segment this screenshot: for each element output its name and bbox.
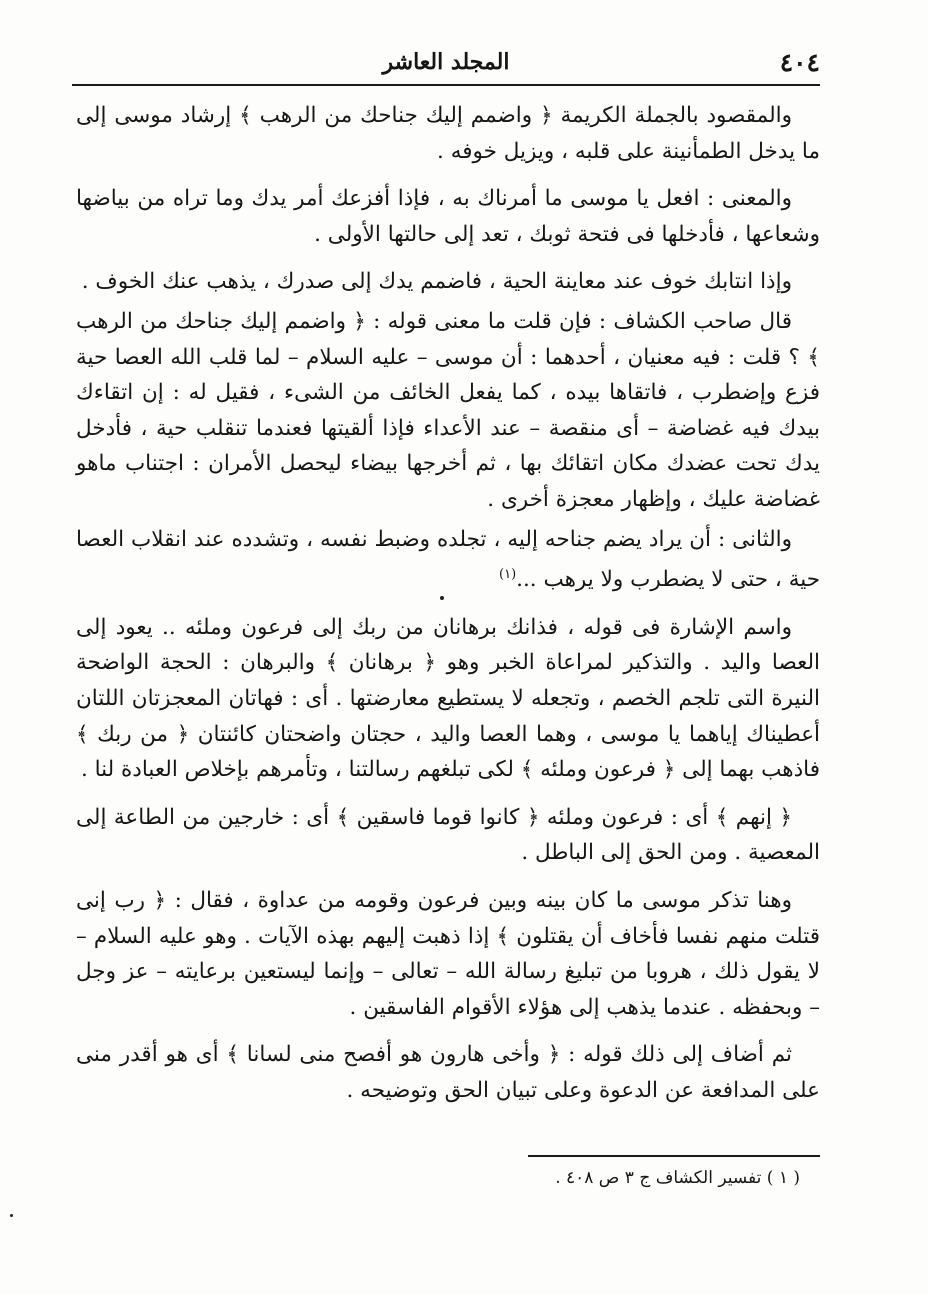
body-text <box>76 98 820 1121</box>
page-header <box>72 40 820 86</box>
paragraph-8: وهنا تذكر موسى ما كان بينه وبين فرعون وقومه من عداوة ، فقال : ﴿ رب إنى قتلت منهم نفسا فأخاف أن يقتلون ﴾ إذا ذهبت إليهم بهذه الآيات . وهو عليه السلام – لا يقول ذلك ، هروبا من تبليغ رسالة الله – تعالى – وإنما ليستعين برعايته – عز وجل – وبحفظه . عندما يذهب إلى هؤلاء الأقوام الفاسقين . <box>76 888 820 1020</box>
paragraph-9: ثم أضاف إلى ذلك قوله : ﴿ وأخى هارون هو أفصح منى لسانا ﴾ أى هو أقدر منى على المدافعة عن الدعوة وعلى تبيان الحق وتوضيحه . <box>76 1042 820 1103</box>
paragraph-4: قال صاحب الكشاف : فإن قلت ما معنى قوله : ﴿ واضمم إليك جناحك من الرهب ﴾ ؟ قلت : فيه معنيان ، أحدهما : أن موسى – عليه السلام – لما قلب الله العصا حية فزع وإضطرب ، فاتقاها بيده ، كما يفعل الخائف من الشىء ، فقيل له : إن اتقاءك بيدك فيه غضاضة – أى منقصة – عند الأعداء فإذا ألقيتها فعندما تنقلب حية ، فأدخل يدك تحت عضدك مكان اتقائك بها ، ثم أخرجها بيضاء ليحصل الأمران : اجتناب ماهو غضاضة عليك ، وإظهار معجزة أخرى . <box>76 308 820 512</box>
footnote-divider <box>528 1155 820 1157</box>
paragraph-2: والمعنى : افعل يا موسى ما أمرناك به ، فإذا أفزعك أمر يدك وما تراه من بياضها وشعاعها ، فأدخلها فى فتحة ثوبك ، تعد إلى حالتها الأولى . <box>76 186 820 247</box>
page-number: ٤٠٤ <box>779 47 820 77</box>
paragraph-7: ﴿ إنهم ﴾ أى : فرعون وملئه ﴿ كانوا قوما فاسقين ﴾ أى : خارجين من الطاعة إلى المعصية . ومن الحق إلى الباطل . <box>76 804 820 866</box>
paragraph-1: والمقصود بالجملة الكريمة ﴿ واضمم إليك جناحك من الرهب ﴾ إرشاد موسى إلى ما يدخل الطمأنينة على قلبه ، ويزيل خوفه . <box>76 103 820 164</box>
running-title: المجلد العاشر <box>382 49 510 75</box>
footnote-marker: (١) <box>499 567 517 583</box>
footnote: ( ١ ) تفسير الكشاف ج ٣ ص ٤٠٨ . <box>555 1168 800 1188</box>
paragraph-3: وإذا انتابك خوف عند معاينة الحية ، فاضمم يدك إلى صدرك ، يذهب عنك الخوف . <box>81 269 792 295</box>
scan-speck <box>440 596 444 600</box>
paragraph-5-text: والثانى : أن يراد يضم جناحه إليه ، تجلده وضبط نفسه ، وتشدده عند انقلاب العصا حية ، حتى لا يضطرب ولا يرهب ... <box>76 526 820 593</box>
paragraph-5 <box>76 522 820 598</box>
paragraph-6: واسم الإشارة فى قوله ، فذانك برهانان من ربك إلى فرعون وملئه .. يعود إلى العصا واليد . والتذكير لمراعاة الخبر وهو ﴿ برهانان ﴾ والبرهان : الحجة الواضحة النيرة التى تلجم الخصم ، وتجعله لا يستطيع معارضتها . أى : فهاتان المعجزتان اللتان أعطيناك إياهما يا موسى ، وهما العصا واليد ، حجتان واضحتان كائنتان ﴿ من ربك ﴾ فاذهب بهما إلى ﴿ فرعون وملئه ﴾ لكى تبلغهم رسالتنا ، وتأمرهم بإخلاص العبادة لنا . <box>76 614 820 783</box>
scan-speck <box>10 1214 13 1217</box>
